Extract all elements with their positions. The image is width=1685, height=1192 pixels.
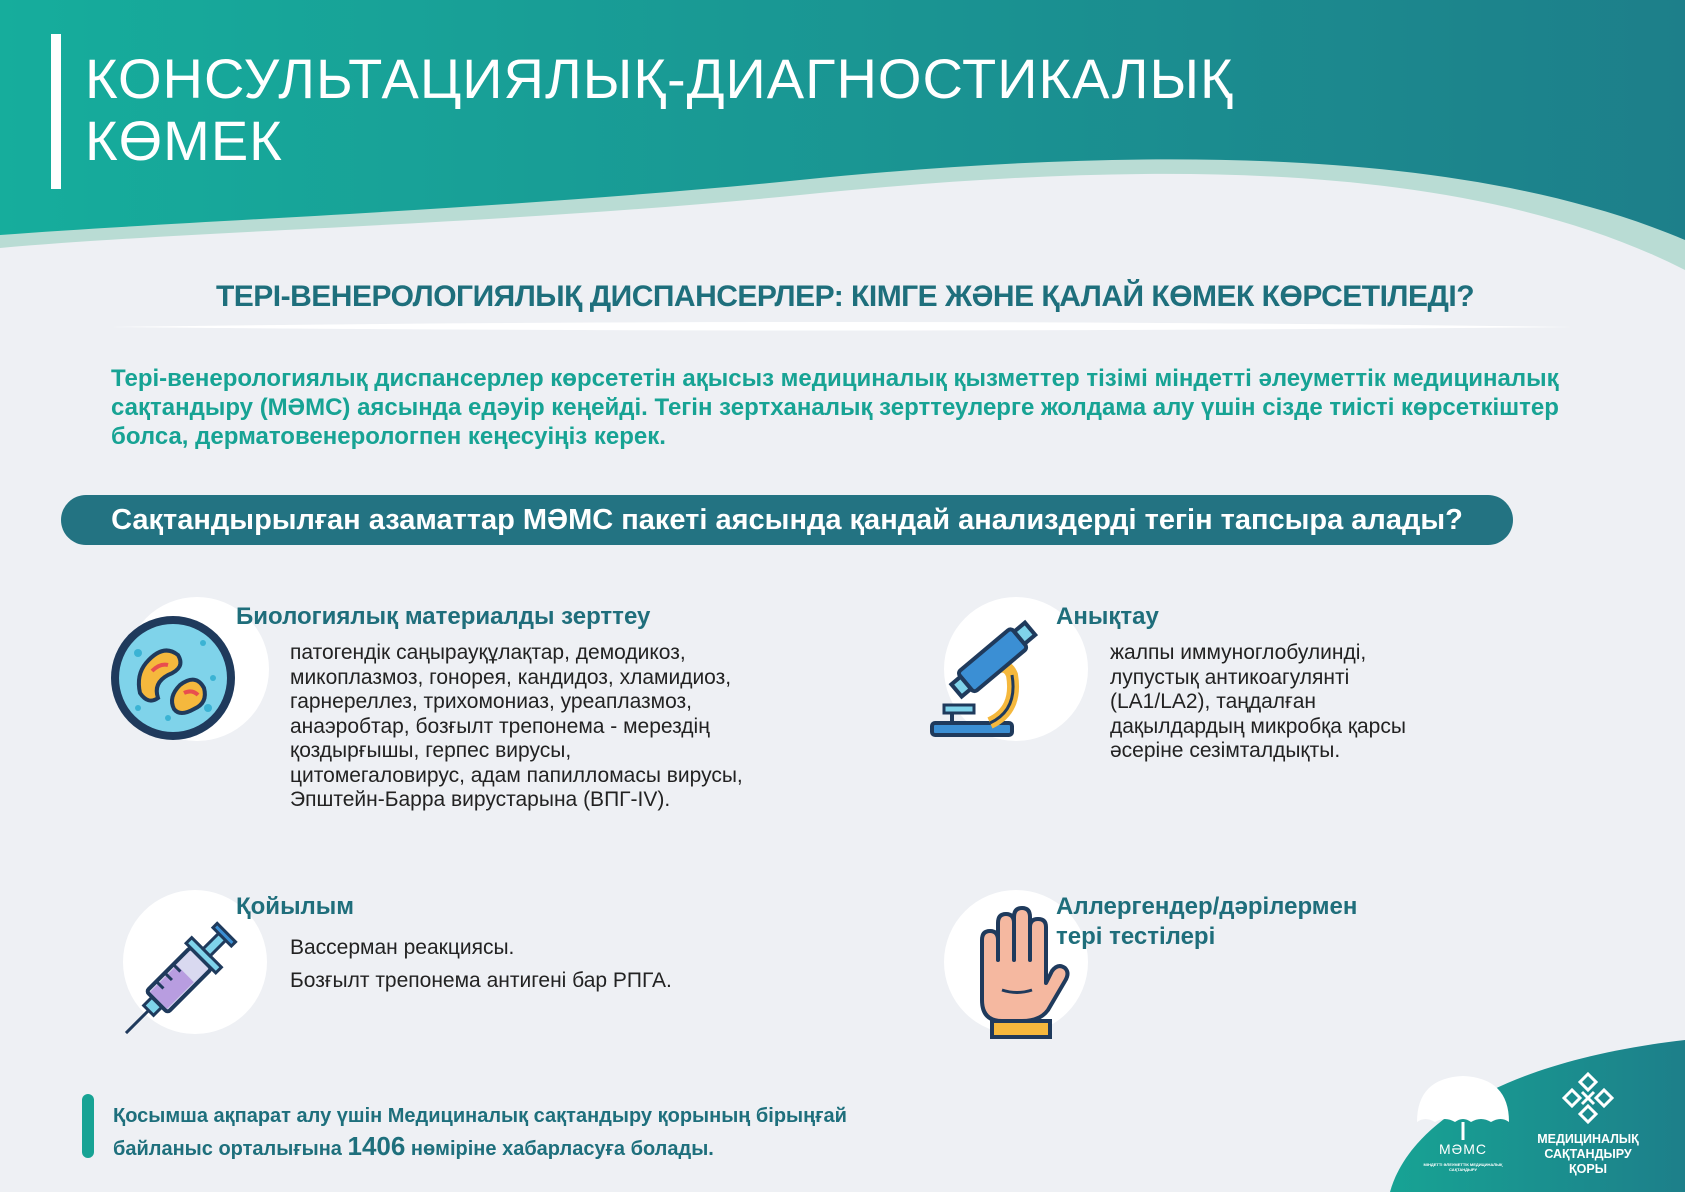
item-title-biological: Биологиялық материалды зерттеу: [236, 603, 651, 630]
page-title-line-2: КӨМЕК: [85, 109, 283, 172]
item-text-setup: [290, 931, 672, 997]
mams-logo-name: МӘМС: [1439, 1141, 1487, 1157]
footer-accent-bar: [82, 1094, 94, 1158]
question-banner: Сақтандырылған азаматтар МӘМС пакеті аясында қандай анализдерді тегін тапсыра алады?: [61, 495, 1513, 545]
page-title-line-1: КОНСУЛЬТАЦИЯЛЫҚ-ДИАГНОСТИКАЛЫҚ: [85, 47, 1234, 110]
page-title: [85, 48, 1234, 172]
section-subtitle: ТЕРІ-ВЕНЕРОЛОГИЯЛЫҚ ДИСПАНСЕРЛЕР: КІМГЕ ЖӘНЕ ҚАЛАЙ КӨМЕК КӨРСЕТІЛЕДІ?: [215, 280, 1475, 313]
item-title-allergen: [1056, 892, 1357, 952]
item-title-line: тері тестілері: [1056, 923, 1216, 950]
item-line: (LA1/LA2), таңдалған: [1110, 690, 1317, 713]
item-text-detection: [1110, 641, 1406, 764]
footer-contact-text: [113, 1101, 943, 1164]
footer-line-2: [113, 1131, 943, 1164]
item-line: микоплазмоз, гонорея, кандидоз, хламидиоз,: [290, 665, 732, 689]
item-line: қоздырғышы, герпес вирусы,: [290, 739, 572, 762]
subtitle-underline: [110, 320, 1575, 334]
title-accent-bar: [51, 34, 61, 189]
item-line: дақылдардың микробқа қарсы: [1110, 714, 1406, 738]
item-line: лупустық антикоагулянті: [1110, 665, 1350, 689]
umbrella-icon: [1413, 1070, 1513, 1140]
fund-logo-line: САҚТАНДЫРУ: [1544, 1147, 1632, 1161]
fund-logo-line: ҚОРЫ: [1569, 1162, 1607, 1176]
fund-logo-line: МЕДИЦИНАЛЫҚ: [1537, 1132, 1639, 1146]
item-title-setup: Қойылым: [236, 893, 355, 920]
footer-line-1: Қосымша ақпарат алу үшін Медициналық сақтандыру қорының бірыңғай: [113, 1105, 847, 1127]
intro-paragraph: Тері-венерологиялық диспансерлер көрсететін ақысыз медициналық қызметтер тізімі міндетті әлеуметтік медициналық сақтандыру (МӘМС) аясында едәуір кеңейді. Тегін зертханалық зерттеулерге жолдама алу үшін сізде тиісті көрсеткіштер болса, дерматовенерологпен кеңесуіңіз керек.: [111, 365, 1559, 450]
item-title-detection: Анықтау: [1056, 603, 1159, 630]
footer-line-2-start: байланыс орталығына: [113, 1138, 348, 1160]
fund-logo-text: [1528, 1132, 1648, 1177]
item-line: Эпштейн-Барра вирустарына (ВПГ-IV).: [290, 788, 671, 811]
item-line: Вассерман реакциясы.: [290, 936, 515, 959]
syringe-icon: [114, 915, 244, 1045]
item-line: анаэробтар, бозғылт трепонема - мерездің: [290, 714, 710, 738]
item-title-line: Аллергендер/дәрілермен: [1056, 893, 1358, 920]
bacteria-icon: [108, 613, 238, 743]
item-line: патогендік саңырауқұлақтар, демодикоз,: [290, 641, 686, 664]
footer-line-2-end: нөміріне хабарласуға болады.: [405, 1138, 714, 1160]
item-line: гарнереллез, трихомониаз, уреаплазмоз,: [290, 690, 693, 713]
item-text-biological: [290, 641, 743, 813]
item-line: Бозғылт трепонема антигені бар РПГА.: [290, 969, 672, 992]
item-line: әсеріне сезімталдықты.: [1110, 739, 1341, 762]
microscope-icon: [930, 615, 1060, 745]
item-line: жалпы иммуноглобулинді,: [1110, 641, 1367, 664]
item-line: цитомегаловирус, адам папилломасы вирусы,: [290, 763, 743, 787]
mams-logo-subtext: МІНДЕТТІ ӘЛЕУМЕТТІК МЕДИЦИНАЛЫҚ САҚТАНДЫРУ: [1423, 1162, 1503, 1172]
fund-emblem-icon: [1560, 1070, 1616, 1126]
contact-number: 1406: [347, 1131, 406, 1161]
